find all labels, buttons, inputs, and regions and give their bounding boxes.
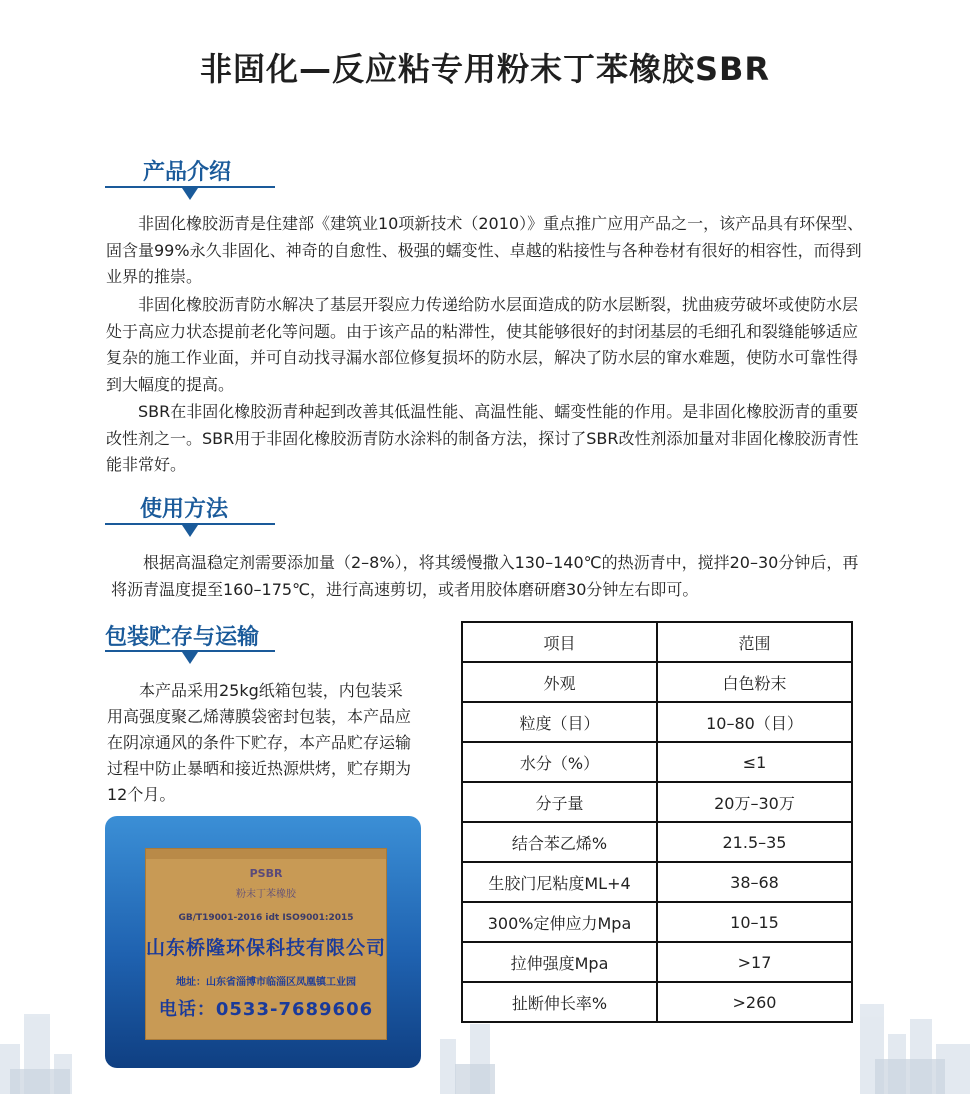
table-row bbox=[462, 702, 852, 742]
table-cell-item: 结合苯乙烯% bbox=[462, 822, 657, 862]
box-label-product: 粉末丁苯橡胶 bbox=[236, 889, 296, 900]
usage-arrow-icon bbox=[182, 525, 198, 537]
table-row bbox=[462, 942, 852, 982]
table-row bbox=[462, 782, 852, 822]
box-label-address: 地址：山东省淄博市临淄区凤凰镇工业园 bbox=[176, 977, 356, 988]
box-label-standard: GB/T19001-2016 idt ISO9001:2015 bbox=[178, 913, 354, 923]
table-cell-range: ≤1 bbox=[657, 742, 852, 782]
city-skyline-decoration bbox=[0, 984, 970, 1094]
intro-paragraph-3: SBR在非固化橡胶沥青种起到改善其低温性能、高温性能、蠕变性能的作用。是非固化橡胶沥青的重要改性剂之一。SBR用于非固化橡胶沥青防水涂料的制备方法，探讨了SBR改性剂添加量对非固化橡胶沥青性能非常好。 bbox=[106, 402, 859, 474]
table-cell-range: 白色粉末 bbox=[657, 662, 852, 702]
table-cell-item: 扯断伸长率% bbox=[462, 982, 657, 1022]
section-heading-intro bbox=[105, 155, 275, 200]
table-row bbox=[462, 862, 852, 902]
packaging-heading: 包装贮存与运输 bbox=[105, 625, 260, 650]
table-row bbox=[462, 742, 852, 782]
intro-paragraph-1: 非固化橡胶沥青是住建部《建筑业10项新技术（2010）》重点推广应用产品之一，该产品具有环保型、固含量99%永久非固化、神奇的自愈性、极强的蠕变性、卓越的粘接性与各种卷材有很好的相容性，而得到业界的推崇。 bbox=[106, 214, 864, 286]
spec-table bbox=[461, 621, 853, 1023]
box-flap bbox=[146, 849, 386, 859]
table-row bbox=[462, 662, 852, 702]
table-cell-item: 粒度（目） bbox=[462, 702, 657, 742]
table-cell-item: 300%定伸应力Mpa bbox=[462, 902, 657, 942]
table-cell-range: 38–68 bbox=[657, 862, 852, 902]
table-cell-range: >17 bbox=[657, 942, 852, 982]
table-cell-range: 21.5–35 bbox=[657, 822, 852, 862]
table-cell-range: 20万–30万 bbox=[657, 782, 852, 822]
table-header-row bbox=[462, 622, 852, 662]
box-label-company: 山东桥隆环保科技有限公司 bbox=[146, 937, 387, 959]
box-label-psbr: PSBR bbox=[249, 867, 283, 880]
table-cell-item: 分子量 bbox=[462, 782, 657, 822]
section-heading-usage bbox=[105, 492, 275, 537]
usage-paragraph: 根据高温稳定剂需要添加量（2–8%），将其缓慢撒入130–140℃的热沥青中，搅拌20–30分钟后，再将沥青温度提至160–175℃，进行高速剪切，或者用胶体磨研磨30分钟左右即可。 bbox=[111, 553, 859, 599]
packaging-arrow-icon bbox=[182, 652, 198, 664]
box-label-phone: 电话：0533-7689606 bbox=[158, 999, 374, 1020]
table-cell-range: >260 bbox=[657, 982, 852, 1022]
intro-arrow-icon bbox=[182, 188, 198, 200]
table-cell-item: 水分（%） bbox=[462, 742, 657, 782]
table-cell-item: 拉伸强度Mpa bbox=[462, 942, 657, 982]
section-heading-packaging bbox=[105, 620, 275, 665]
page-title: 非固化—反应粘专用粉末丁苯橡胶SBR bbox=[199, 50, 771, 88]
packaging-paragraph: 本产品采用25kg纸箱包装，内包装采用高强度聚乙烯薄膜袋密封包装，本产品应在阴凉通风的条件下贮存，本产品贮存运输过程中防止暴晒和接近热源烘烤，贮存期为12个月。 bbox=[107, 681, 412, 804]
table-cell-item: 生胶门尼粘度ML+4 bbox=[462, 862, 657, 902]
usage-heading: 使用方法 bbox=[140, 497, 229, 522]
table-header-item: 项目 bbox=[462, 622, 657, 662]
intro-heading: 产品介绍 bbox=[143, 160, 232, 185]
table-cell-range: 10–15 bbox=[657, 902, 852, 942]
table-row bbox=[462, 902, 852, 942]
table-row bbox=[462, 822, 852, 862]
table-cell-range: 10–80（目） bbox=[657, 702, 852, 742]
intro-paragraph-2: 非固化橡胶沥青防水解决了基层开裂应力传递给防水层面造成的防水层断裂，扰曲疲劳破坏或使防水层处于高应力状态提前老化等问题。由于该产品的粘滞性，使其能够很好的封闭基层的毛细孔和裂缝能够适应复杂的施工作业面，并可自动找寻漏水部位修复损坏的防水层，解决了防水层的窜水难题，使防水可靠性得到大幅度的提高。 bbox=[106, 295, 859, 394]
table-cell-item: 外观 bbox=[462, 662, 657, 702]
table-header-range: 范围 bbox=[657, 622, 852, 662]
